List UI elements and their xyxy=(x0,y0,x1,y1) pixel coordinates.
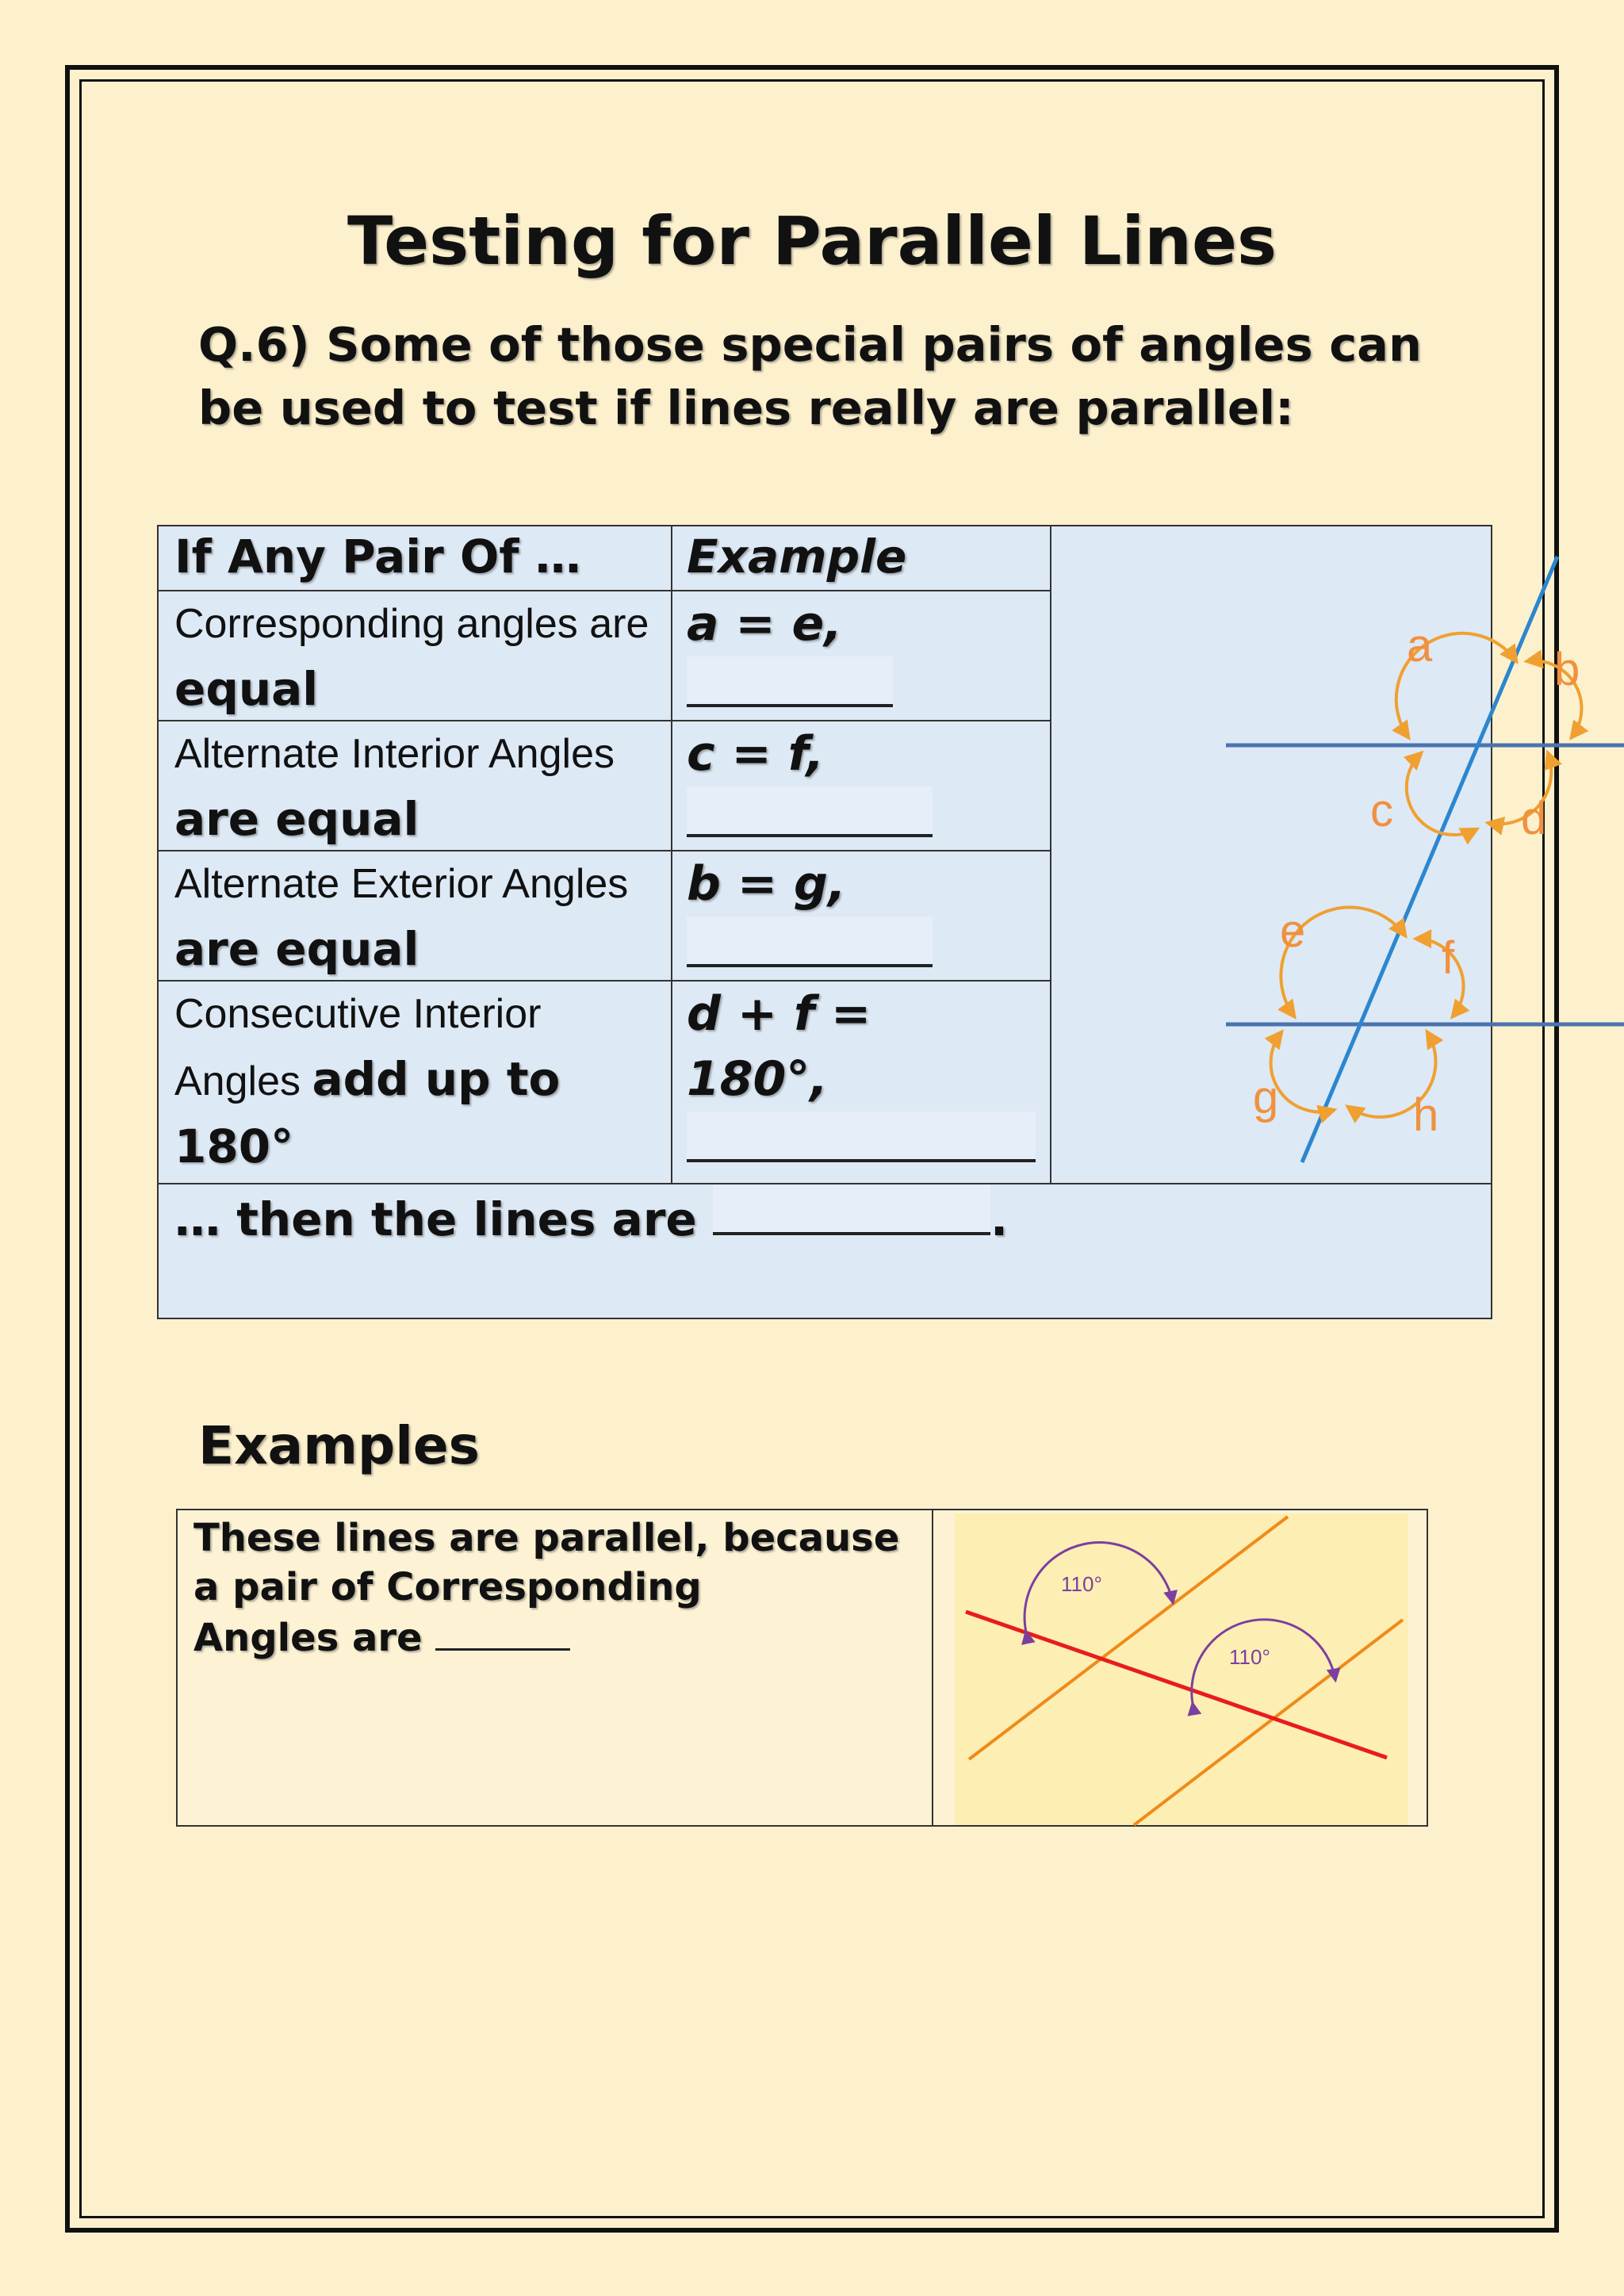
column-divider xyxy=(1050,526,1051,1184)
label-g: g xyxy=(1253,1072,1279,1123)
condition-text: Alternate Exterior Angles xyxy=(174,861,629,907)
angle-f-arc xyxy=(1416,939,1464,1016)
example-table xyxy=(176,1509,1428,1827)
example-line-text: Angles are xyxy=(193,1616,423,1660)
condition-keyword: add up to 180° xyxy=(174,1052,561,1173)
condition-text: Corresponding angles are xyxy=(174,601,649,647)
parallel-lines-figure xyxy=(955,1513,1408,1825)
condition-corresponding xyxy=(159,591,666,724)
example-alternate-interior xyxy=(671,721,1048,854)
label-b: b xyxy=(1554,644,1580,695)
condition-consecutive-interior xyxy=(159,982,619,1181)
label-a: a xyxy=(1407,620,1433,672)
example-corresponding xyxy=(671,591,1048,724)
condition-keyword: are equal xyxy=(174,922,419,976)
examples-heading: Examples xyxy=(198,1415,480,1476)
answer-blank[interactable] xyxy=(687,1112,1036,1162)
condition-keyword: are equal xyxy=(174,792,419,846)
label-f: f xyxy=(1442,932,1455,984)
example-line: a pair of Corresponding xyxy=(193,1565,702,1609)
conclusion-prefix: … then the lines are xyxy=(174,1192,697,1246)
header-example: Example xyxy=(687,530,907,584)
answer-blank[interactable] xyxy=(687,916,933,967)
angle-label-1: 110° xyxy=(1061,1572,1102,1596)
example-consecutive-interior xyxy=(671,982,988,1179)
example-line: These lines are parallel, because xyxy=(193,1516,900,1560)
angle-g-arc xyxy=(1271,1032,1334,1112)
page-title: Testing for Parallel Lines xyxy=(347,202,1277,280)
label-h: h xyxy=(1413,1089,1439,1141)
header-condition: If Any Pair Of … xyxy=(174,530,581,584)
label-c: c xyxy=(1370,785,1393,836)
example-explanation xyxy=(193,1513,931,1663)
example-equation: c = f, xyxy=(687,726,825,782)
column-divider xyxy=(932,1510,933,1825)
angle-label-2: 110° xyxy=(1229,1645,1270,1669)
condition-keyword: equal xyxy=(174,662,319,716)
example-equation: a = e, xyxy=(687,596,843,652)
label-d: d xyxy=(1521,793,1547,844)
question-text: Q.6) Some of those special pairs of angles can be used to test if lines really are parallel: xyxy=(198,317,1422,435)
example-equation: d + f = 180°, xyxy=(687,986,871,1107)
label-e: e xyxy=(1280,905,1306,957)
angle-c-arc xyxy=(1407,753,1477,835)
condition-text: Consecutive Interior Angles xyxy=(174,991,542,1104)
example-equation: b = g, xyxy=(687,856,846,912)
condition-alternate-exterior xyxy=(159,851,666,984)
condition-text: Alternate Interior Angles xyxy=(174,731,615,777)
answer-blank[interactable] xyxy=(435,1612,570,1651)
conclusion-period: . xyxy=(990,1192,1009,1246)
conclusion-text xyxy=(174,1184,1008,1246)
condition-alternate-interior xyxy=(159,721,666,854)
example-alternate-exterior xyxy=(671,851,1048,984)
transversal-diagram xyxy=(1215,528,1580,1186)
answer-blank[interactable] xyxy=(687,656,893,707)
angle-pairs-table xyxy=(157,525,1580,1319)
example-line xyxy=(193,1612,931,1663)
conclusion-blank[interactable] xyxy=(713,1184,990,1235)
answer-blank[interactable] xyxy=(687,786,933,837)
